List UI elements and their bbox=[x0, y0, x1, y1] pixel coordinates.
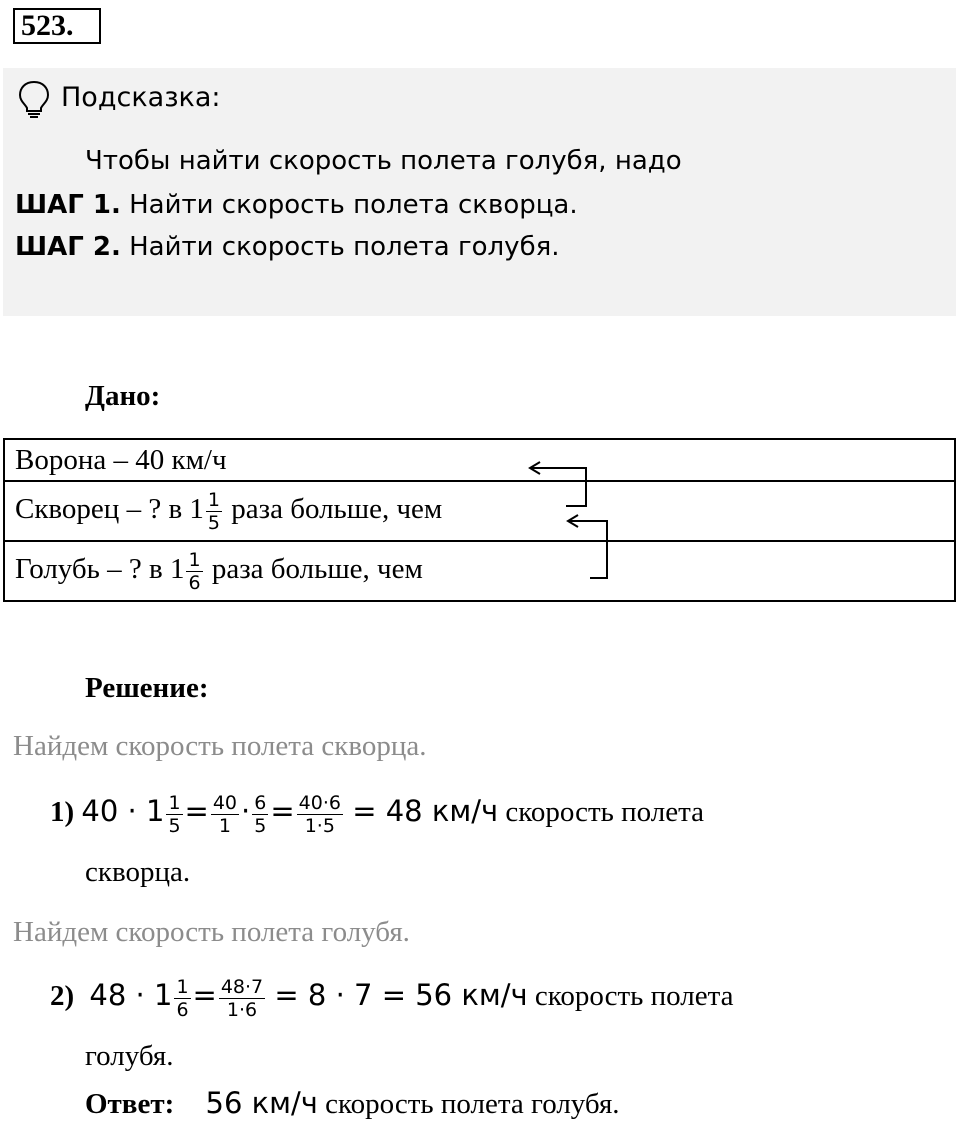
step-label: 1) bbox=[50, 796, 75, 829]
fraction: $\frac{48\cdot 7}{1\cdot 6}$ bbox=[220, 976, 264, 1021]
result-text: скорость полета bbox=[505, 796, 705, 829]
equals-sign: = bbox=[192, 978, 217, 1013]
fraction: $\frac{6}{5}$ bbox=[254, 792, 267, 837]
condition-prefix: – ? в 1 bbox=[107, 552, 185, 585]
condition-suffix: раза больше, чем bbox=[211, 552, 423, 585]
expression-part: 48 · 1 bbox=[89, 978, 173, 1013]
answer-text: скорость полета голубя. bbox=[325, 1088, 620, 1120]
fraction: $\frac{40\cdot 6}{1\cdot 5}$ bbox=[298, 792, 341, 837]
bird-name: Голубь bbox=[15, 552, 100, 585]
dot-sign: · bbox=[241, 794, 251, 829]
fraction: $\frac{1}{5}$ bbox=[168, 792, 181, 837]
condition-suffix: раза больше, чем bbox=[231, 492, 443, 525]
hint-intro: Чтобы найти скорость полета голубя, надо bbox=[85, 146, 682, 176]
result: = 48 км/ч bbox=[352, 794, 499, 829]
expression-part: 40 · 1 bbox=[81, 794, 165, 829]
fraction: $\frac{1}{6}$ bbox=[188, 548, 201, 594]
equals-sign: = bbox=[270, 794, 295, 829]
fraction: $\frac{40}{1}$ bbox=[212, 792, 238, 837]
solution-note-2: Найдем скорость полета голубя. bbox=[13, 916, 410, 948]
step-text: Найти скорость полета скворца. bbox=[129, 190, 578, 220]
answer-value: 56 км/ч bbox=[205, 1086, 318, 1120]
result: = 8 · 7 = 56 км/ч bbox=[274, 978, 528, 1013]
solution-heading: Решение: bbox=[85, 672, 209, 704]
answer-line bbox=[85, 1086, 620, 1121]
solution-step-2-cont: голубя. bbox=[85, 1040, 174, 1072]
fraction: $\frac{1}{5}$ bbox=[207, 488, 220, 534]
hint-title: Подсказка: bbox=[61, 82, 221, 113]
condition-prefix: – ? в 1 bbox=[126, 492, 204, 525]
solution-step-1 bbox=[50, 792, 704, 837]
step-text: Найти скорость полета голубя. bbox=[129, 232, 560, 262]
bird-name: Скворец bbox=[15, 492, 120, 525]
bird-name: Ворона bbox=[15, 443, 107, 476]
fraction: $\frac{1}{6}$ bbox=[176, 976, 189, 1021]
step-label: ШАГ 2. bbox=[15, 232, 121, 262]
problem-number: 523. bbox=[13, 8, 101, 44]
step-label: 2) bbox=[50, 980, 75, 1013]
step-label: ШАГ 1. bbox=[15, 190, 121, 220]
given-heading: Дано: bbox=[85, 380, 161, 412]
equals-sign: = bbox=[184, 794, 209, 829]
bird-speed: – 40 км/ч bbox=[113, 443, 227, 476]
solution-note-1: Найдем скорость полета скворца. bbox=[13, 730, 427, 762]
solution-step-1-cont: скворца. bbox=[85, 856, 191, 888]
result-text: скорость полета bbox=[534, 980, 734, 1013]
answer-label: Ответ: bbox=[85, 1088, 175, 1120]
solution-step-2 bbox=[50, 976, 734, 1021]
